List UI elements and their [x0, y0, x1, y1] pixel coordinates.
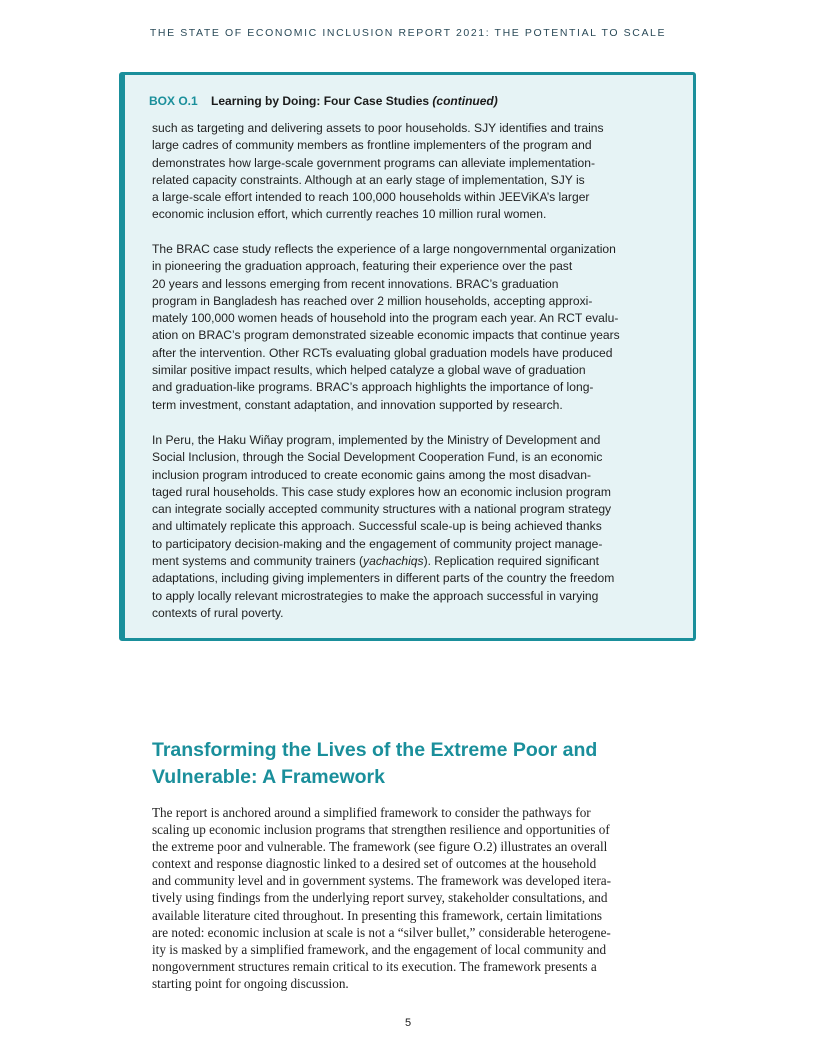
heading-line: Vulnerable: A Framework	[152, 766, 385, 788]
case-study-box	[119, 72, 696, 641]
text-line: Social Inclusion, through the Social Development Cooperation Fund, is an economic	[152, 450, 603, 465]
italic-term: yachachiqs	[363, 554, 424, 569]
box-paragraph-sjy	[152, 120, 672, 224]
text-line: tively using findings from the underlying report survey, stakeholder consultations, and	[152, 890, 608, 906]
text-line: can integrate socially accepted community structures with a national program strategy	[152, 502, 612, 517]
text-line: 20 years and lessons emerging from recent innovations. BRAC’s graduation	[152, 276, 559, 291]
text-line: such as targeting and delivering assets to poor households. SJY identifies and trains	[152, 121, 604, 135]
box-heading: Learning by Doing: Four Case Studies	[211, 94, 430, 108]
text-line: after the intervention. Other RCTs evaluating global graduation models have produced	[152, 345, 613, 360]
text-line: program in Bangladesh has reached over 2 million households, accepting approxi-	[152, 293, 593, 308]
text-line: similar positive impact results, which helped catalyze a global wave of graduation	[152, 363, 586, 378]
box-paragraph-brac	[152, 241, 672, 414]
text-line: large cadres of community members as frontline implementers of the program and	[152, 138, 592, 153]
box-title	[149, 94, 498, 108]
text-line: a large-scale effort intended to reach 100,000 households within JEEViKA’s larger	[152, 190, 590, 205]
text-segment: ). Replication required significant	[423, 554, 600, 569]
heading-line: Transforming the Lives of the Extreme Poor and	[152, 739, 598, 761]
box-continued-label: (continued)	[432, 94, 498, 108]
text-line: starting point for ongoing discussion.	[152, 975, 349, 991]
text-line: inclusion program introduced to create economic gains among the most disadvan-	[152, 467, 591, 482]
running-header: THE STATE OF ECONOMIC INCLUSION REPORT 2021: THE POTENTIAL TO SCALE	[149, 27, 667, 39]
text-line: adaptations, including giving implementers in different parts of the country the freedom	[152, 571, 615, 586]
text-line: The report is anchored around a simplified framework to consider the pathways for	[152, 805, 591, 820]
text-line: the extreme poor and vulnerable. The framework (see figure O.2) illustrates an overall	[152, 839, 608, 855]
text-line: to apply locally relevant microstrategies to make the approach successful in varying	[152, 588, 599, 603]
text-line: term investment, constant adaptation, and innovation supported by research.	[152, 397, 563, 412]
section-heading	[152, 737, 672, 791]
text-line: to participatory decision-making and the engagement of community project manage-	[152, 536, 603, 551]
text-segment: ment systems and community trainers (	[152, 554, 364, 569]
body-paragraph	[152, 804, 672, 992]
text-line-with-italic-term	[152, 553, 672, 570]
page-number: 5	[404, 1017, 412, 1029]
text-line: are noted: economic inclusion at scale is not a “silver bullet,” considerable heterogene-	[152, 924, 611, 940]
text-line: ity is masked by a simplified framework, and the engagement of local community and	[152, 941, 607, 957]
box-paragraph-peru	[152, 432, 672, 622]
text-line: related capacity constraints. Although at an early stage of implementation, SJY is	[152, 172, 585, 187]
text-line: taged rural households. This case study explores how an economic inclusion program	[152, 484, 611, 499]
text-line: scaling up economic inclusion programs that strengthen resilience and opportunities of	[152, 822, 610, 838]
text-line: and ultimately replicate this approach. Successful scale-up is being achieved thanks	[152, 519, 602, 534]
text-line: The BRAC case study reflects the experience of a large nongovernmental organization	[152, 242, 616, 256]
text-line: and community level and in government systems. The framework was developed itera-	[152, 873, 611, 889]
text-line: context and response diagnostic linked to a desired set of outcomes at the household	[152, 856, 597, 872]
text-line: available literature cited throughout. In presenting this framework, certain limitations	[152, 907, 603, 923]
text-line: mately 100,000 women heads of household into the program each year. An RCT evalu-	[152, 311, 619, 326]
text-line: economic inclusion effort, which currently reaches 10 million rural women.	[152, 207, 547, 222]
text-line: and graduation-like programs. BRAC’s approach highlights the importance of long-	[152, 380, 594, 395]
text-line: contexts of rural poverty.	[152, 605, 284, 620]
box-label: BOX O.1	[149, 94, 198, 108]
text-line: ation on BRAC’s program demonstrated sizeable economic impacts that continue years	[152, 328, 620, 343]
text-line: in pioneering the graduation approach, featuring their experience over the past	[152, 259, 573, 274]
text-line: demonstrates how large-scale government programs can alleviate implementation-	[152, 155, 595, 170]
text-line: In Peru, the Haku Wiñay program, implemented by the Ministry of Development and	[152, 433, 601, 447]
text-line: nongovernment structures remain critical to its execution. The framework presents a	[152, 958, 597, 974]
